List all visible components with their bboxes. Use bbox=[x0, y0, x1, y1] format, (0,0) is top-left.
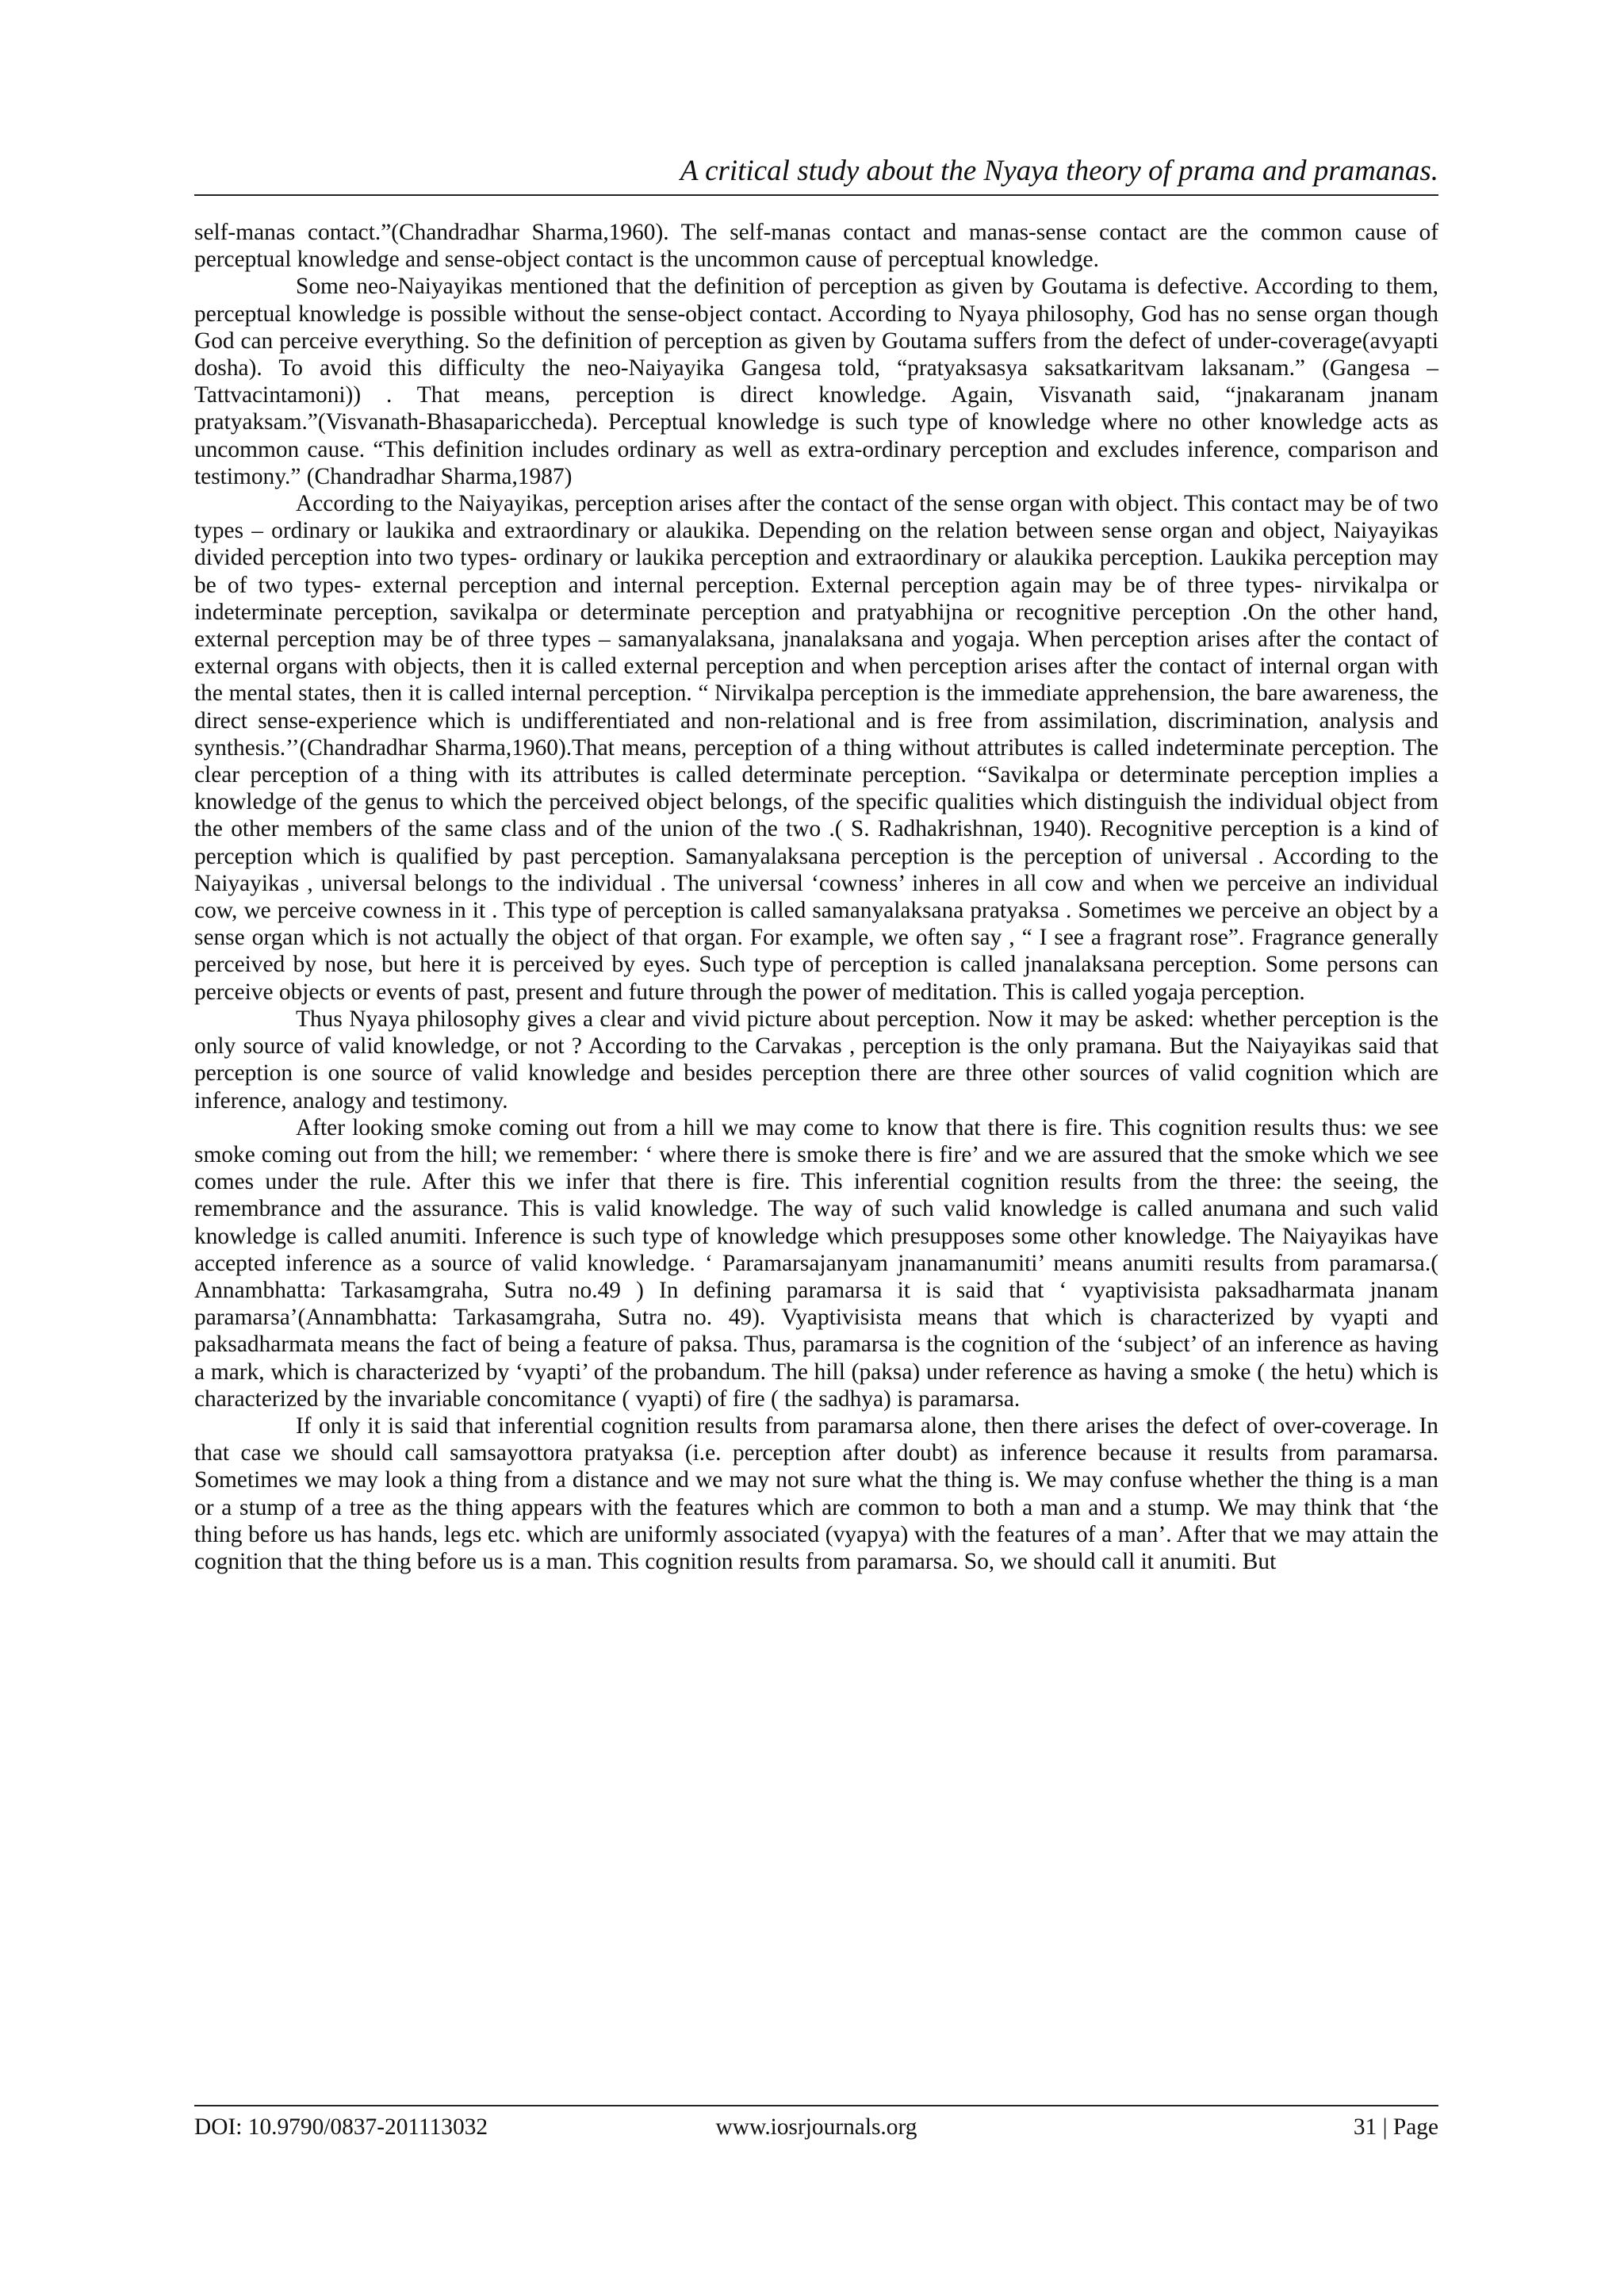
footer-doi: DOI: 10.9790/0837-201113032 bbox=[194, 2114, 488, 2140]
paragraph-over-coverage: If only it is said that inferential cognition results from paramarsa alone, then there arises the defect of over-coverage. In that case we should call samsayottora pratyaksa (i.e. perception after doubt) as inference because it results from paramarsa. Sometimes we may look a thing from a distance and we may not sure what the thing is. We may confuse whether the thing is a man or a stump of a tree as the thing appears with the features which are common to both a man and a stump. We may think that ‘the thing before us has hands, legs etc. which are uniformly associated (vyapya) with the features of a man’. After that we may attain the cognition that the thing before us is a man. This cognition results from paramarsa. So, we should call it anumiti. But bbox=[194, 1412, 1438, 1574]
footer-rule bbox=[194, 2105, 1438, 2106]
footer-website-link[interactable]: www.iosrjournals.org bbox=[715, 2114, 917, 2140]
running-header-title: A critical study about the Nyaya theory of prama and pramanas. bbox=[680, 155, 1438, 187]
article-body bbox=[194, 219, 1438, 1575]
header-rule bbox=[194, 194, 1438, 196]
footer-page-number: 31 | Page bbox=[1353, 2114, 1438, 2140]
paragraph-inference: After looking smoke coming out from a hill we may come to know that there is fire. This cognition results thus: we see smoke coming out from the hill; we remember: ‘ where there is smoke there is fire’ and we are assured that the smoke which we see comes under the rule. After this we infer that there is fire. This inferential cognition results from the three: the seeing, the remembrance and the assurance. This is valid knowledge. The way of such valid knowledge is called anumana and such valid knowledge is called anumiti. Inference is such type of knowledge which presupposes some other knowledge. The Naiyayikas have accepted inference as a source of valid knowledge. ‘ Paramarsajanyam jnanamanumiti’ means anumiti results from paramarsa.( Annambhatta: Tarkasamgraha, Sutra no.49 ) In defining paramarsa it is said that ‘ vyaptivisista paksadharmata jnanam paramarsa’(Annambhatta: Tarkasamgraha, Sutra no. 49). Vyaptivisista means that which is characterized by vyapti and paksadharmata means the fact of being a feature of paksa. Thus, paramarsa is the cognition of the ‘subject’ of an inference as having a mark, which is characterized by ‘vyapti’ of the probandum. The hill (paksa) under reference as having a smoke ( the hetu) which is characterized by the invariable concomitance ( vyapti) of fire ( the sadhya) is paramarsa. bbox=[194, 1114, 1438, 1412]
paragraph-continuation: self-manas contact.”(Chandradhar Sharma,1960). The self-manas contact and manas-sense contact are the common cause of perceptual knowledge and sense-object contact is the uncommon cause of perceptual knowledge. bbox=[194, 220, 1438, 273]
paragraph-sources-of-knowledge: Thus Nyaya philosophy gives a clear and vivid picture about perception. Now it may be asked: whether perception is the only source of valid knowledge, or not ? According to the Carvakas , perception is the only pramana. But the Naiyayikas said that perception is one source of valid knowledge and besides perception there are three other sources of valid cognition which are inference, analogy and testimony. bbox=[194, 1006, 1438, 1114]
paragraph-types-of-perception: According to the Naiyayikas, perception arises after the contact of the sense organ with object. This contact may be of two types – ordinary or laukika and extraordinary or alaukika. Depending on the relation between sense organ and object, Naiyayikas divided perception into two types- ordinary or laukika perception and extraordinary or alaukika perception. Laukika perception may be of two types- external perception and internal perception. External perception again may be of three types- nirvikalpa or indeterminate perception, savikalpa or determinate perception and pratyabhijna or recognitive perception .On the other hand, external perception may be of three types – samanyalaksana, jnanalaksana and yogaja. When perception arises after the contact of external organs with objects, then it is called external perception and when perception arises after the contact of internal organ with the mental states, then it is called internal perception. “ Nirvikalpa perception is the immediate apprehension, the bare awareness, the direct sense-experience which is undifferentiated and non-relational and is free from assimilation, discrimination, analysis and synthesis.’’(Chandradhar Sharma,1960).That means, perception of a thing without attributes is called indeterminate perception. The clear perception of a thing with its attributes is called determinate perception. “Savikalpa or determinate perception implies a knowledge of the genus to which the perceived object belongs, of the specific qualities which distinguish the individual object from the other members of the same class and of the union of the two .( S. Radhakrishnan, 1940). Recognitive perception is a kind of perception which is qualified by past perception. Samanyalaksana perception is the perception of universal . According to the Naiyayikas , universal belongs to the individual . The universal ‘cowness’ inheres in all cow and when we perceive an individual cow, we perceive cowness in it . This type of perception is called samanyalaksana pratyaksa . Sometimes we perceive an object by a sense organ which is not actually the object of that organ. For example, we often say , “ I see a fragrant rose”. Fragrance generally perceived by nose, but here it is perceived by eyes. Such type of perception is called jnanalaksana perception. Some persons can perceive objects or events of past, present and future through the power of meditation. This is called yogaja perception. bbox=[194, 491, 1438, 1005]
paragraph-neo-naiyayika-definition: Some neo-Naiyayikas mentioned that the definition of perception as given by Goutama is defective. According to them, perceptual knowledge is possible without the sense-object contact. According to Nyaya philosophy, God has no sense organ though God can perceive everything. So the definition of perception as given by Goutama suffers from the defect of under-coverage(avyapti dosha). To avoid this difficulty the neo-Naiyayika Gangesa told, “pratyaksasya saksatkaritvam laksanam.” (Gangesa – Tattvacintamoni)) . That means, perception is direct knowledge. Again, Visvanath said, “jnakaranam jnanam pratyaksam.”(Visvanath-Bhasapariccheda). Perceptual knowledge is such type of knowledge where no other knowledge acts as uncommon cause. “This definition includes ordinary as well as extra-ordinary perception and excludes inference, comparison and testimony.” (Chandradhar Sharma,1987) bbox=[194, 274, 1438, 489]
page-footer bbox=[194, 2113, 1438, 2141]
